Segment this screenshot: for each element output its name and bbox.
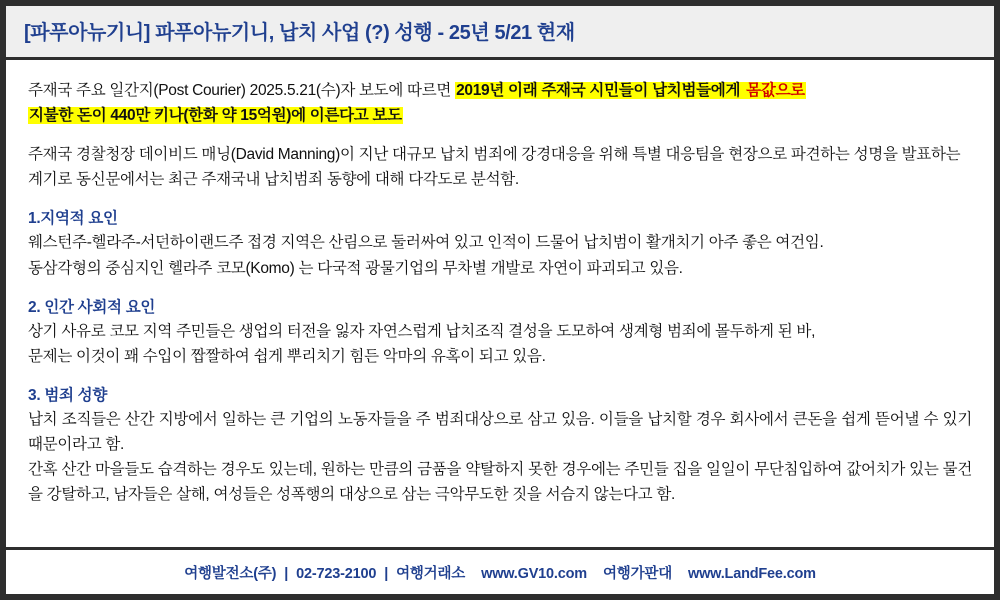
section-heading-1: 1.지역적 요인 xyxy=(28,210,118,228)
footer-exchange-url[interactable]: www.GV10.com xyxy=(481,565,587,582)
intro-paragraph xyxy=(28,78,972,128)
section-2-line-2: 문제는 이것이 꽤 수입이 짭짤하여 쉽게 뿌리치기 힘든 악마의 유혹이 되고 있음. xyxy=(28,347,546,365)
footer-phone: 02-723-2100 xyxy=(296,565,377,582)
intro-highlight-part2: 지불한 돈이 440만 키나(한화 약 15억원)에 이른다고 보도 xyxy=(29,107,402,125)
intro-lead: 주재국 주요 일간지(Post Courier) 2025.5.21(수)자 보도에 따르면 xyxy=(28,82,456,99)
footer-separator-1: | xyxy=(284,565,289,582)
section-social-factors xyxy=(28,295,972,369)
section-3-line-1: 납치 조직들은 산간 지방에서 일하는 큰 기업의 노동자들을 주 범죄대상으로 삼고 있음. 이들을 납치할 경우 회사에서 큰돈을 쉽게 뜯어낼 수 있기 때문이라고 함. xyxy=(28,410,972,453)
section-heading-2: 2. 인간 사회적 요인 xyxy=(28,298,156,316)
page-title: [파푸아뉴기니] 파푸아뉴기니, 납치 사업 (?) 성행 - 25년 5/21 현재 xyxy=(24,22,575,44)
section-crime-patterns xyxy=(28,383,972,507)
footer-separator-2: | xyxy=(384,565,389,582)
footer-contact-line xyxy=(184,562,816,583)
section-1-line-1: 웨스턴주-헬라주-서던하이랜드주 접경 지역은 산림으로 둘러싸여 있고 인적이 드물어 납치범이 활개치기 아주 좋은 여건임. xyxy=(28,234,824,252)
section-heading-3: 3. 범죄 성향 xyxy=(28,386,108,404)
summary-paragraph: 주재국 경찰청장 데이비드 매닝(David Manning)이 지난 대규모 납치 범죄에 강경대응을 위해 특별 대응팀을 현장으로 파견하는 성명을 발표하는 계기로 동신문에서는 최근 주재국내 납치범죄 동향에 대해 다각도로 분석함. xyxy=(28,146,961,189)
document-header xyxy=(6,6,994,60)
footer-market-url[interactable]: www.LandFee.com xyxy=(688,565,816,582)
intro-highlight-red: 몸값으로 xyxy=(746,82,805,99)
section-3-line-2: 간혹 산간 마을들도 습격하는 경우도 있는데, 원하는 만큼의 금품을 약탈하지 못한 경우에는 주민들 집을 일일이 무단침입하여 값어치가 있는 물건을 강탈하고, 남자들은 살해, 여성들은 성폭행의 대상으로 삼는 극악무도한 짓을 서슴지 않는다고 함. xyxy=(28,461,972,504)
intro-highlight-part1: 2019년 이래 주재국 시민들이 납치범들에게 xyxy=(456,82,745,99)
section-1-line-2: 동삼각형의 중심지인 헬라주 코모(Komo) 는 다국적 광물기업의 무차별 개발로 자연이 파괴되고 있음. xyxy=(28,259,683,277)
section-regional-factors xyxy=(28,206,972,280)
document-body xyxy=(6,60,994,547)
section-2-line-1: 상기 사유로 코모 지역 주민들은 생업의 터전을 잃자 자연스럽게 납치조직 결성을 도모하여 생계형 범죄에 몰두하게 된 바, xyxy=(28,322,816,340)
footer-exchange-label: 여행거래소 xyxy=(396,565,466,582)
document-footer xyxy=(6,547,994,594)
footer-company: 여행발전소(주) xyxy=(184,565,277,582)
footer-market-label: 여행가판대 xyxy=(602,565,673,582)
